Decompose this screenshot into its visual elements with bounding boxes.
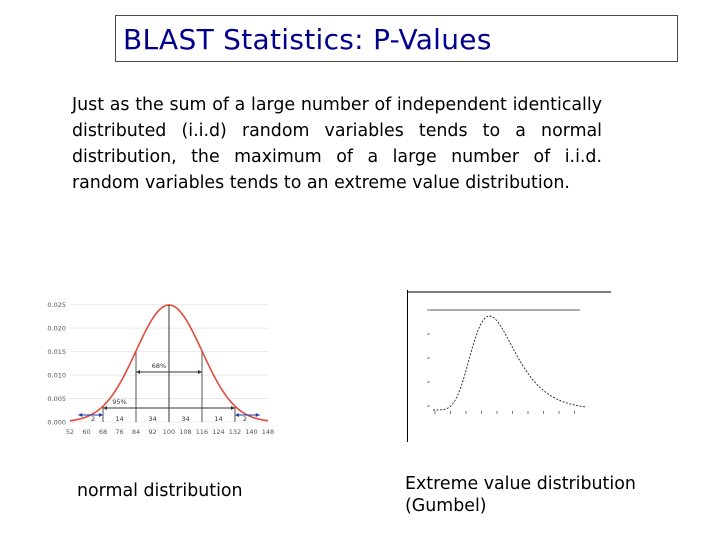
x-tick-label: 108 (179, 428, 192, 436)
y-tick-label: 0.005 (47, 395, 66, 404)
x-tick-label: 68 (98, 428, 108, 436)
normal-distribution-chart (30, 290, 275, 445)
segment-percent-label: 34 (148, 415, 157, 423)
gumbel-left-border (407, 290, 408, 442)
x-tick-label: 84 (131, 428, 141, 436)
gumbel-curve (433, 316, 585, 410)
x-tick-label: 148 (261, 428, 275, 436)
caption-gumbel-line1: Extreme value distribution (405, 474, 636, 494)
x-tick-label: 116 (195, 428, 209, 436)
label-95-percent: 95% (112, 398, 127, 406)
slide-title: BLAST Statistics: P-Values (123, 23, 492, 56)
x-tick-label: 60 (82, 428, 91, 436)
label-68-percent: 68% (151, 362, 167, 370)
segment-percent-label: 14 (115, 415, 124, 423)
x-tick-label: 76 (115, 428, 124, 436)
x-tick-label: 52 (65, 428, 75, 436)
y-tick-label: 0.010 (47, 371, 66, 380)
x-tick-label: 100 (162, 428, 176, 436)
y-tick-label: 0.025 (47, 301, 66, 310)
y-tick-label: 0.020 (47, 324, 66, 333)
caption-gumbel-line2: (Gumbel) (405, 496, 487, 516)
segment-percent-label: 2 (242, 415, 247, 423)
title-box (115, 15, 678, 62)
y-tick-label: 0.015 (47, 348, 66, 357)
segment-percent-label: 14 (214, 415, 223, 423)
x-tick-label: 132 (228, 428, 242, 436)
body-paragraph: Just as the sum of a large number of independent identically distributed (i.i.d) random variables tends to a normal distribution, the maximum of a large number of i.i.d. random variables tends to an extreme value distribution. (72, 95, 602, 193)
y-tick-label: 0.000 (47, 418, 66, 427)
gumbel-distribution-chart (405, 290, 615, 445)
segment-percent-label: 2 (91, 415, 96, 423)
x-tick-label: 124 (212, 428, 225, 436)
segment-percent-label: 34 (181, 415, 190, 423)
caption-extreme-value-distribution (405, 473, 636, 517)
x-tick-label: 92 (148, 428, 157, 436)
caption-normal-distribution: normal distribution (77, 481, 243, 501)
x-tick-label: 140 (245, 428, 258, 436)
arrow-right-tail (235, 413, 260, 417)
